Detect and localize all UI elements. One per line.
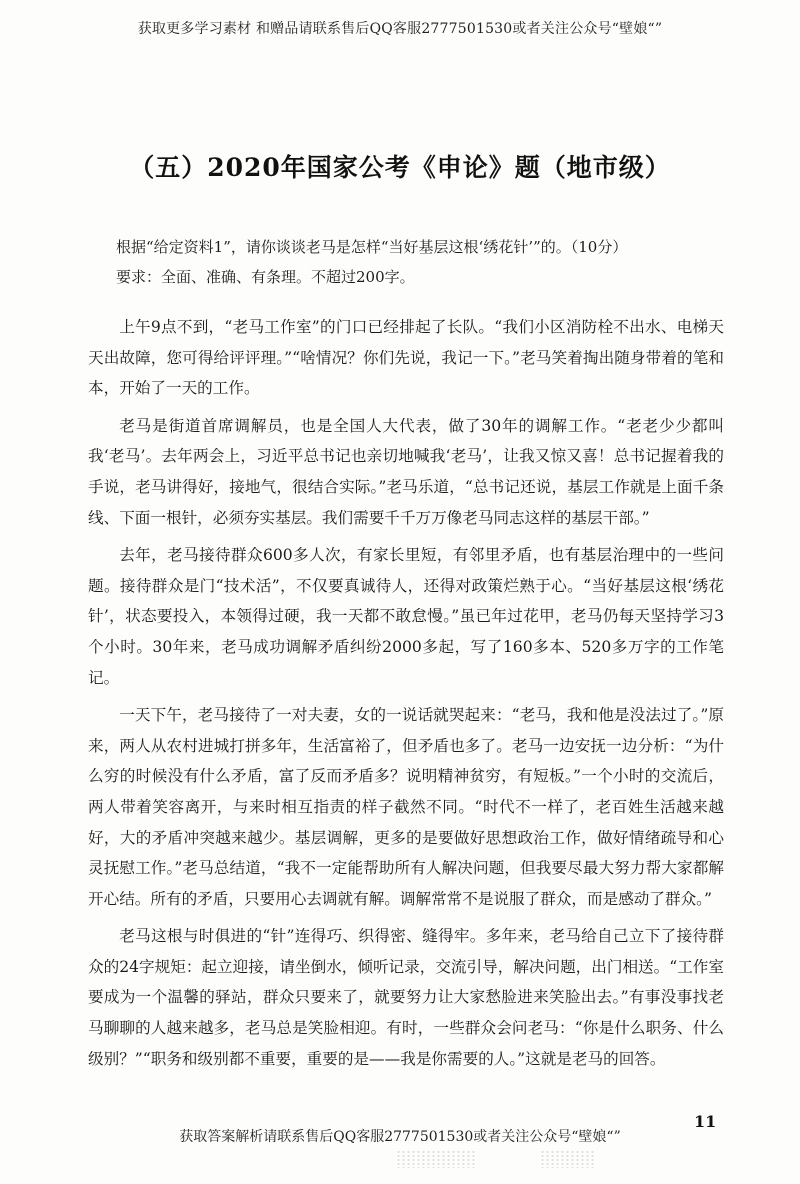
paragraph-2: 老马是街道首席调解员，也是全国人大代表，做了30年的调解工作。“老老少少都叫我‘老马’。去年两会上，习近平总书记也亲切地喊我‘老马’，让我又惊又喜！总书记握着我的手说，老马讲得好，接地气，很结合实际。”老马乐道，“总书记还说，基层工作就是上面千条线、下面一根针，必须夯实基层。我们需要千千万万像老马同志这样的基层干部。” [88,416,724,527]
paragraph-3: 去年，老马接待群众600多人次，有家长里短，有邻里矛盾，也有基层治理中的一些问题。接待群众是门“技术活”，不仅要真诚待人，还得对政策烂熟于心。“当好基层这根‘绣花针’，状态要投入，本领得过硬，我一天都不敢怠慢。”虽已年过花甲，老马仍每天坚持学习3个小时。30年来，老马成功调解矛盾纠纷2000多起，写了160多本、520多万字的工作笔记。 [88,546,724,687]
page-number: 11 [694,1112,717,1131]
scan-noise [396,1150,476,1168]
question-requirements: 要求：全面、准确、有条理。不超过200字。 [116,268,415,286]
question-block [116,232,736,292]
question-prompt: 根据“给定资料1”，请你谈谈老马是怎样“当好基层这根‘绣花针’”的。（10分） [116,238,628,256]
top-banner: 获取更多学习素材 和赠品请联系售后QQ客服2777501530或者关注公众号“壁娘“” [137,21,663,37]
paragraph-4: 一天下午，老马接待了一对夫妻，女的一说话就哭起来：“老马，我和他是没法过了。”原来，两人从农村进城打拼多年，生活富裕了，但矛盾也多了。老马一边安抚一边分析：“为什么穷的时候没有什么矛盾，富了反而矛盾多？说明精神贫穷，有短板。”一个小时的交流后，两人带着笑容离开，与来时相互指责的样子截然不同。“时代不一样了，老百姓生活越来越好，大的矛盾冲突越来越少。基层调解，更多的是要做好思想政治工作，做好情绪疏导和心灵抚慰工作。”老马总结道，“我不一定能帮助所有人解决问题，但我要尽最大努力帮大家都解开心结。所有的矛盾，只要用心去调就有解。调解常常不是说服了群众，而是感动了群众。” [88,706,724,908]
paragraph-1: 上午9点不到，“老马工作室”的门口已经排起了长队。“我们小区消防栓不出水、电梯天天出故障，您可得给评评理。”“啥情况？你们先说，我记一下。”老马笑着掏出随身带着的笔和本，开始了一天的工作。 [88,318,724,398]
material-text [88,312,724,1081]
footer-banner: 获取答案解析请联系售后QQ客服2777501530或者关注公众号“壁娘“” [179,1129,621,1145]
paragraph-5: 老马这根与时俱进的“针”连得巧、织得密、缝得牢。多年来，老马给自己立下了接待群众的24字规矩：起立迎接，请坐倒水，倾听记录，交流引导，解决问题，出门相送。“工作室要成为一个温馨的驿站，群众只要来了，就要努力让大家愁脸进来笑脸出去。”有事没事找老马聊聊的人越来越多，老马总是笑脸相迎。有时，一些群众会问老马：“你是什么职务、什么级别？”“职务和级别都不重要，重要的是——我是你需要的人。”这就是老马的回答。 [88,927,724,1068]
scan-noise [540,1150,596,1168]
page-title: （五）2020年国家公考《申论》题（地市级） [129,153,671,182]
